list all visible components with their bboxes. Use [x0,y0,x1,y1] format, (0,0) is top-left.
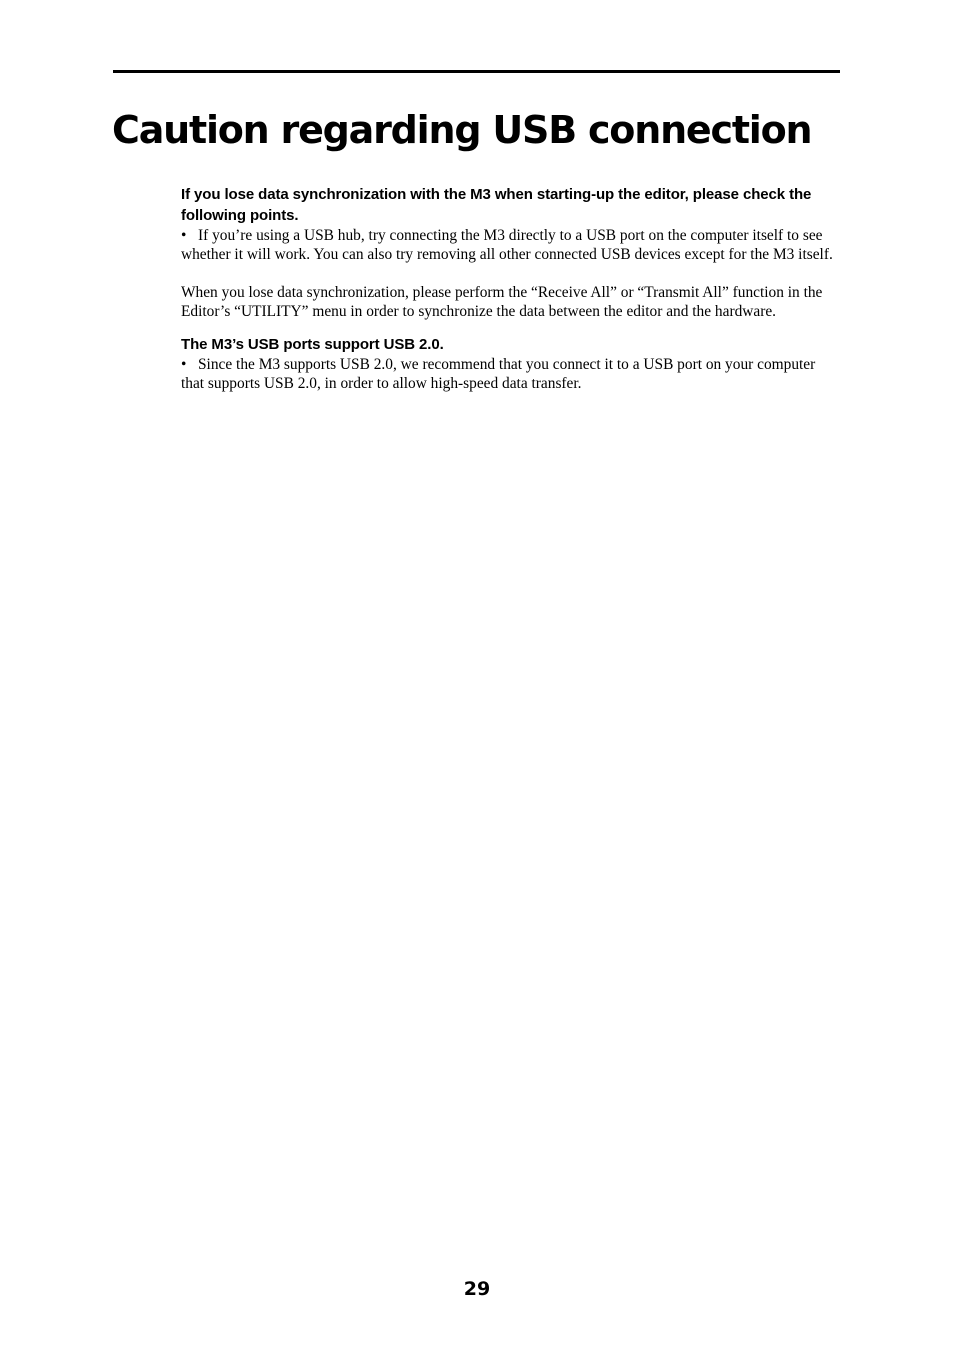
section-heading-usb2: The M3’s USB ports support USB 2.0. [181,336,444,353]
bullet-text: If you’re using a USB hub, try connecting the M3 directly to a USB port on the computer itself to see whether it will work. You can also try removing all other connected USB devices except for the M3 itself. [181,227,833,263]
page-title: Caution regarding USB connection [112,108,812,152]
content-body [181,184,841,393]
top-rule [113,70,840,73]
paragraph-resync: When you lose data synchronization, please perform the “Receive All” or “Transmit All” function in the Editor’s “UTILITY” menu in order to synchronize the data between the editor and the hardware. [181,284,823,320]
section-heading-sync: If you lose data synchronization with the M3 when starting-up the editor, please check the following points. [181,186,812,224]
bullet-icon: • [181,356,187,373]
bullet-text: Since the M3 supports USB 2.0, we recommend that you connect it to a USB port on your computer that supports USB 2.0, in order to allow high-speed data transfer. [181,356,816,392]
bullet-icon: • [181,227,187,244]
page-number: 29 [463,1278,491,1300]
bullet-item-usb-hub [181,226,841,264]
bullet-item-usb2 [181,355,841,393]
